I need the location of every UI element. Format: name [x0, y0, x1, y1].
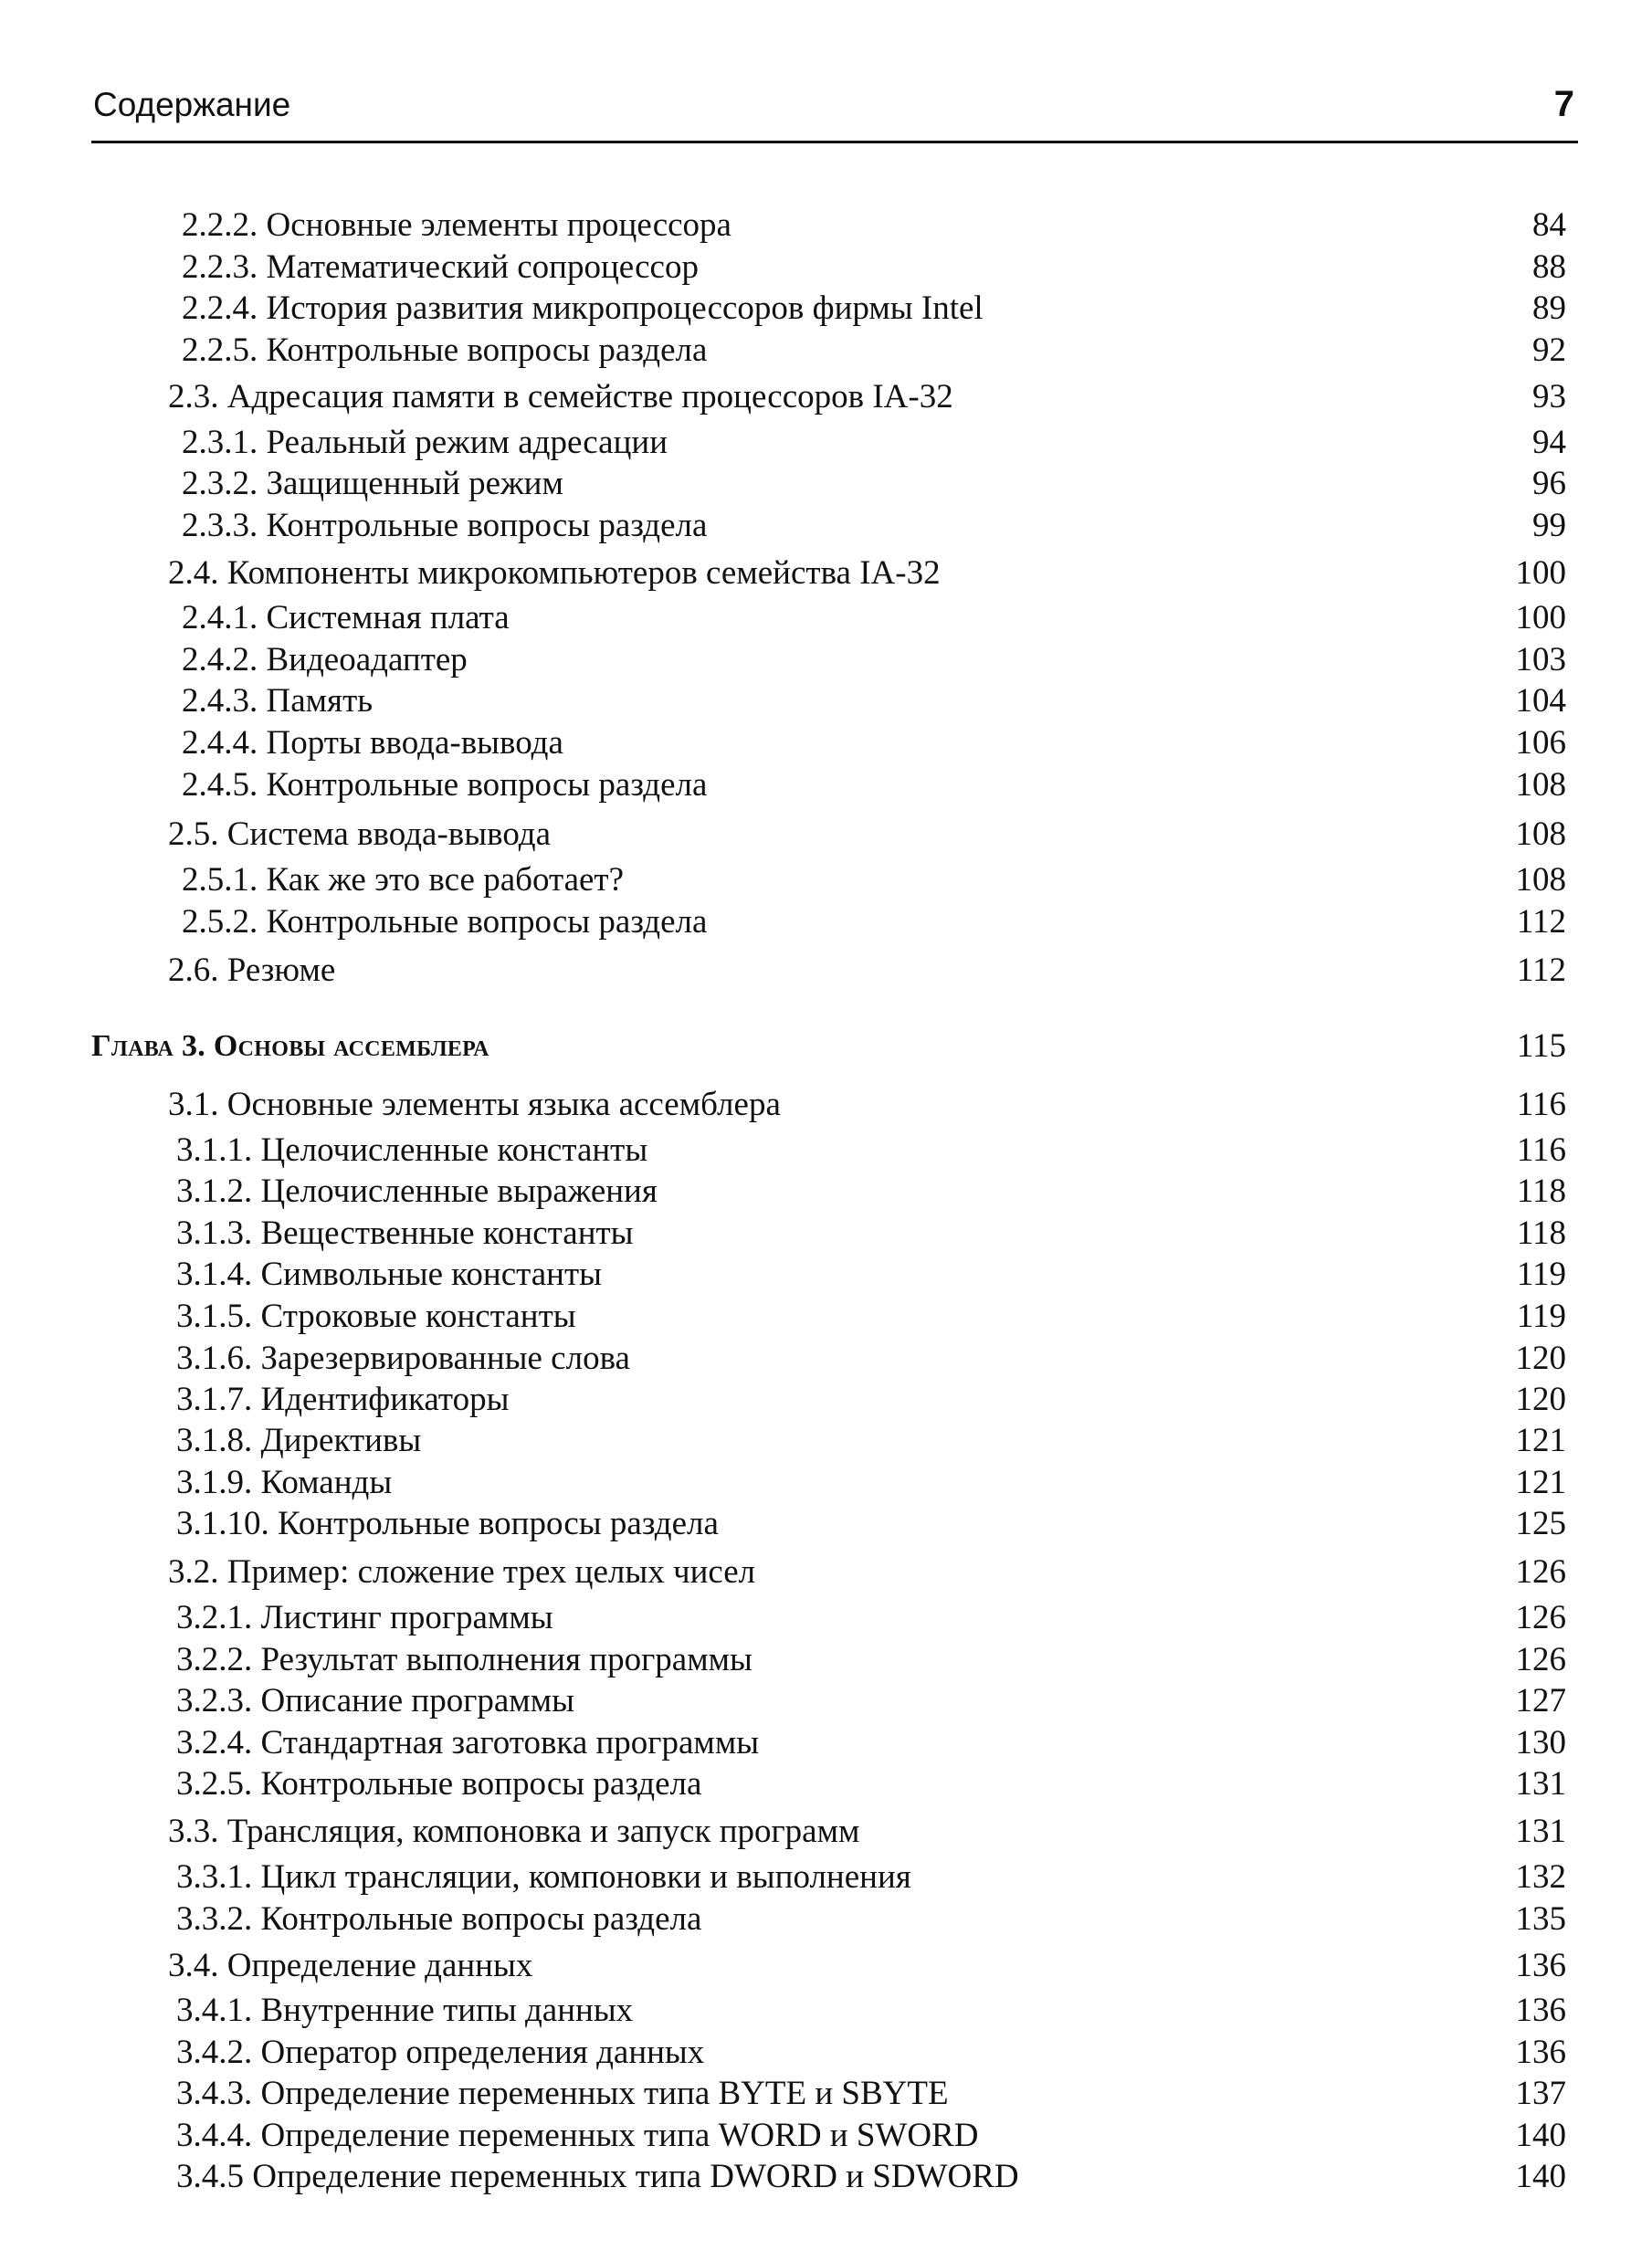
toc-entry-label: 3.1.9. Команды: [176, 1464, 393, 1501]
toc-entry-page: 131: [1515, 1813, 1566, 1850]
toc-entry-label: 2.5. Система ввода-вывода: [168, 815, 551, 853]
toc-subsection-entry: [0, 1380, 1652, 1420]
toc-entry-page: 135: [1515, 1900, 1566, 1938]
toc-subsection-entry: [0, 1172, 1652, 1212]
toc-entry-page: 140: [1515, 2117, 1566, 2154]
toc-entry-page: 93: [1532, 378, 1566, 415]
toc-entry-label: 2.2.5. Контрольные вопросы раздела: [182, 331, 708, 369]
toc-subsection-entry: [0, 205, 1652, 246]
toc-subsection-entry: [0, 2074, 1652, 2114]
toc-entry-page: 131: [1515, 1765, 1566, 1803]
toc-entry-label: Глава 3. Основы ассемблера: [91, 1029, 489, 1063]
toc-entry-page: 137: [1515, 2075, 1566, 2112]
toc-entry-page: 89: [1532, 289, 1566, 327]
toc-subsection-entry: [0, 1598, 1652, 1638]
toc-entry-label: 3.4. Определение данных: [168, 1947, 533, 1984]
toc-entry-page: 130: [1515, 1724, 1566, 1761]
toc-entry-page: 108: [1515, 861, 1566, 899]
toc-entry-label: 3.2.1. Листинг программы: [176, 1599, 553, 1636]
toc-entry-label: 3.1.4. Символьные константы: [176, 1256, 602, 1293]
toc-subsection-entry: [0, 1764, 1652, 1804]
toc-entry-label: 3.1.8. Директивы: [176, 1422, 422, 1459]
toc-entry-page: 84: [1532, 206, 1566, 244]
toc-entry-page: 119: [1516, 1256, 1566, 1293]
toc-subsection-entry: [0, 1214, 1652, 1254]
toc-subsection-entry: [0, 723, 1652, 763]
toc-section-entry: [0, 1812, 1652, 1852]
toc-entry-label: 3.2. Пример: сложение трех целых чисел: [168, 1553, 756, 1591]
toc-entry-label: 3.4.2. Оператор определения данных: [176, 2034, 705, 2071]
toc-subsection-entry: [0, 464, 1652, 504]
toc-section-entry: [0, 1085, 1652, 1125]
toc-entry-page: 120: [1515, 1340, 1566, 1377]
toc-entry-label: 2.5.1. Как же это все работает?: [182, 861, 625, 899]
toc-subsection-entry: [0, 2157, 1652, 2197]
toc-entry-page: 108: [1515, 815, 1566, 853]
toc-entry-page: 118: [1516, 1173, 1566, 1210]
toc-entry-label: 2.3.2. Защищенный режим: [182, 465, 563, 502]
toc-entry-page: 88: [1532, 248, 1566, 286]
toc-entry-page: 118: [1516, 1215, 1566, 1252]
toc-subsection-entry: [0, 331, 1652, 371]
toc-entry-label: 3.2.3. Описание программы: [176, 1682, 574, 1719]
toc-entry-label: 3.1.10. Контрольные вопросы раздела: [176, 1505, 719, 1542]
toc-subsection-entry: [0, 681, 1652, 721]
toc-entry-label: 3.3.1. Цикл трансляции, компоновки и выполнения: [176, 1858, 911, 1896]
toc-entry-label: 2.5.2. Контрольные вопросы раздела: [182, 903, 708, 941]
toc-entry-page: 126: [1515, 1599, 1566, 1636]
toc-entry-label: 3.4.4. Определение переменных типа WORD и SWORD: [176, 2117, 979, 2154]
toc-subsection-entry: [0, 1421, 1652, 1461]
toc-entry-page: 125: [1515, 1505, 1566, 1542]
toc-section-entry: [0, 553, 1652, 594]
toc-entry-label: 3.1.1. Целочисленные константы: [176, 1131, 648, 1169]
toc-entry-label: 3.3.2. Контрольные вопросы раздела: [176, 1900, 702, 1938]
toc-subsection-entry: [0, 1463, 1652, 1503]
toc-entry-label: 2.3.3. Контрольные вопросы раздела: [182, 507, 708, 544]
toc-subsection-entry: [0, 2033, 1652, 2073]
toc-entry-page: 140: [1515, 2158, 1566, 2195]
toc-subsection-entry: [0, 289, 1652, 329]
toc-entry-label: 2.4.1. Системная плата: [182, 599, 510, 636]
toc-entry-page: 136: [1515, 1992, 1566, 2029]
toc-entry-page: 132: [1515, 1858, 1566, 1896]
toc-entry-label: 2.3.1. Реальный режим адресации: [182, 424, 668, 461]
toc-entry-page: 127: [1515, 1682, 1566, 1719]
toc-subsection-entry: [0, 1255, 1652, 1295]
toc-subsection-entry: [0, 1899, 1652, 1940]
toc-subsection-entry: [0, 1857, 1652, 1898]
toc-section-entry: [0, 815, 1652, 855]
toc-entry-label: 3.4.5 Определение переменных типа DWORD и SDWORD: [176, 2158, 1019, 2195]
toc-entry-label: 2.4. Компоненты микрокомпьютеров семейства IA-32: [168, 554, 941, 592]
toc-entry-page: 106: [1515, 724, 1566, 762]
header-title: Содержание: [93, 86, 291, 123]
toc-subsection-entry: [0, 506, 1652, 546]
toc-entry-label: 2.2.2. Основные элементы процессора: [182, 206, 731, 244]
toc-entry-page: 121: [1515, 1464, 1566, 1501]
toc-subsection-entry: [0, 1723, 1652, 1763]
toc-subsection-entry: [0, 423, 1652, 463]
toc-entry-page: 100: [1515, 554, 1566, 592]
toc-subsection-entry: [0, 1991, 1652, 2031]
toc-entry-label: 3.1.7. Идентификаторы: [176, 1381, 510, 1418]
toc-subsection-entry: [0, 1130, 1652, 1171]
toc-entry-label: 2.4.4. Порты ввода-вывода: [182, 724, 563, 762]
toc-entry-page: 126: [1515, 1641, 1566, 1678]
toc-subsection-entry: [0, 1681, 1652, 1721]
toc-entry-page: 116: [1516, 1131, 1566, 1169]
toc-entry-label: 2.3. Адресация памяти в семействе процессоров IA-32: [168, 378, 953, 415]
toc-entry-label: 3.4.1. Внутренние типы данных: [176, 1992, 634, 2029]
toc-section-entry: [0, 951, 1652, 991]
toc-entry-page: 136: [1515, 1947, 1566, 1984]
toc-entry-label: 3.1. Основные элементы языка ассемблера: [168, 1086, 781, 1123]
toc-subsection-entry: [0, 1297, 1652, 1337]
toc-entry-label: 3.2.2. Результат выполнения программы: [176, 1641, 752, 1678]
toc-entry-label: 3.1.5. Строковые константы: [176, 1298, 576, 1335]
toc-entry-label: 2.4.2. Видеоадаптер: [182, 641, 468, 678]
toc-entry-page: 99: [1532, 507, 1566, 544]
toc-entry-label: 3.1.2. Целочисленные выражения: [176, 1173, 658, 1210]
toc-entry-page: 112: [1516, 952, 1566, 989]
toc-entry-page: 116: [1516, 1086, 1566, 1123]
toc-subsection-entry: [0, 640, 1652, 680]
toc-entry-page: 120: [1515, 1381, 1566, 1418]
toc-entry-label: 2.4.5. Контрольные вопросы раздела: [182, 766, 708, 804]
toc-subsection-entry: [0, 1339, 1652, 1379]
toc-section-entry: [0, 377, 1652, 417]
toc-subsection-entry: [0, 2116, 1652, 2156]
toc-subsection-entry: [0, 247, 1652, 288]
toc-section-entry: [0, 1946, 1652, 1986]
toc-subsection-entry: [0, 598, 1652, 638]
toc-entry-label: 3.1.6. Зарезервированные слова: [176, 1340, 630, 1377]
toc-entry-page: 94: [1532, 424, 1566, 461]
toc-entry-page: 126: [1515, 1553, 1566, 1591]
toc-entry-label: 3.2.4. Стандартная заготовка программы: [176, 1724, 760, 1761]
toc-section-entry: [0, 1552, 1652, 1593]
toc-entry-label: 2.2.3. Математический сопроцессор: [182, 248, 699, 286]
toc-subsection-entry: [0, 902, 1652, 942]
toc-entry-page: 121: [1515, 1422, 1566, 1459]
toc-entry-label: 2.2.4. История развития микропроцессоров фирмы Intel: [182, 289, 984, 327]
toc-entry-label: 3.3. Трансляция, компоновка и запуск программ: [168, 1813, 860, 1850]
toc-entry-label: 3.2.5. Контрольные вопросы раздела: [176, 1765, 702, 1803]
toc-entry-page: 104: [1515, 682, 1566, 720]
toc-entry-page: 108: [1515, 766, 1566, 804]
running-header: [91, 80, 1578, 143]
toc-entry-label: 3.4.3. Определение переменных типа BYTE и SBYTE: [176, 2075, 949, 2112]
toc-entry-page: 103: [1515, 641, 1566, 678]
toc-entry-label: 2.6. Резюме: [168, 952, 336, 989]
toc-entry-label: 3.1.3. Вещественные константы: [176, 1215, 634, 1252]
toc-entry-page: 96: [1532, 465, 1566, 502]
toc-entry-page: 100: [1515, 599, 1566, 636]
toc-subsection-entry: [0, 860, 1652, 900]
toc-entry-page: 136: [1515, 2034, 1566, 2071]
toc-subsection-entry: [0, 1640, 1652, 1680]
toc-subsection-entry: [0, 1504, 1652, 1544]
toc-entry-page: 115: [1516, 1027, 1566, 1065]
toc-subsection-entry: [0, 765, 1652, 805]
toc-chapter-entry: [0, 1026, 1652, 1067]
toc-entry-page: 92: [1532, 331, 1566, 369]
toc-entry-label: 2.4.3. Память: [182, 682, 374, 720]
header-page-number: 7: [1553, 84, 1574, 124]
toc-entry-page: 119: [1516, 1298, 1566, 1335]
toc-entry-page: 112: [1516, 903, 1566, 941]
